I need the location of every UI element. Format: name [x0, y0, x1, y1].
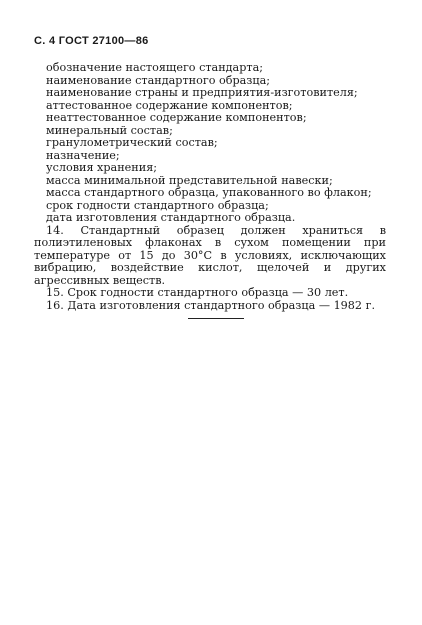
paragraph-14: 14. Стандартный образец должен храниться в полиэтиленовых флаконах в сухом помещении при температуре от 15 до 30°С в условиях, исключающих вибрацию, воздействие кислот, щелочей и других агрессивных веществ. — [34, 223, 386, 287]
paragraph-15: 15. Срок годности стандартного образца — 30 лет. — [46, 286, 349, 299]
list-item: условия хранения; — [46, 161, 158, 174]
document-body — [34, 62, 386, 312]
list-item: масса минимальной представительной навески; — [46, 173, 333, 187]
list-item: гранулометрический состав; — [46, 136, 218, 149]
list-item: назначение; — [46, 148, 120, 162]
list-item: наименование страны и предприятия-изготовителя; — [46, 86, 358, 99]
list-item: срок годности стандартного образца; — [46, 198, 269, 212]
list-item: дата изготовления стандартного образца. — [46, 211, 296, 224]
paragraph-16: 16. Дата изготовления стандартного образца — 1982 г. — [46, 298, 376, 312]
list-item: масса стандартного образца, упакованного во флакон; — [46, 186, 372, 199]
end-divider — [188, 318, 244, 319]
list-item: обозначение настоящего стандарта; — [46, 61, 264, 74]
page-header: С. 4 ГОСТ 27100—86 — [34, 35, 149, 47]
list-item: аттестованное содержание компонентов; — [46, 98, 293, 112]
list-item: неаттестованное содержание компонентов; — [46, 111, 307, 124]
list-item: наименование стандартного образца; — [46, 73, 271, 87]
list-item: минеральный состав; — [46, 123, 173, 137]
